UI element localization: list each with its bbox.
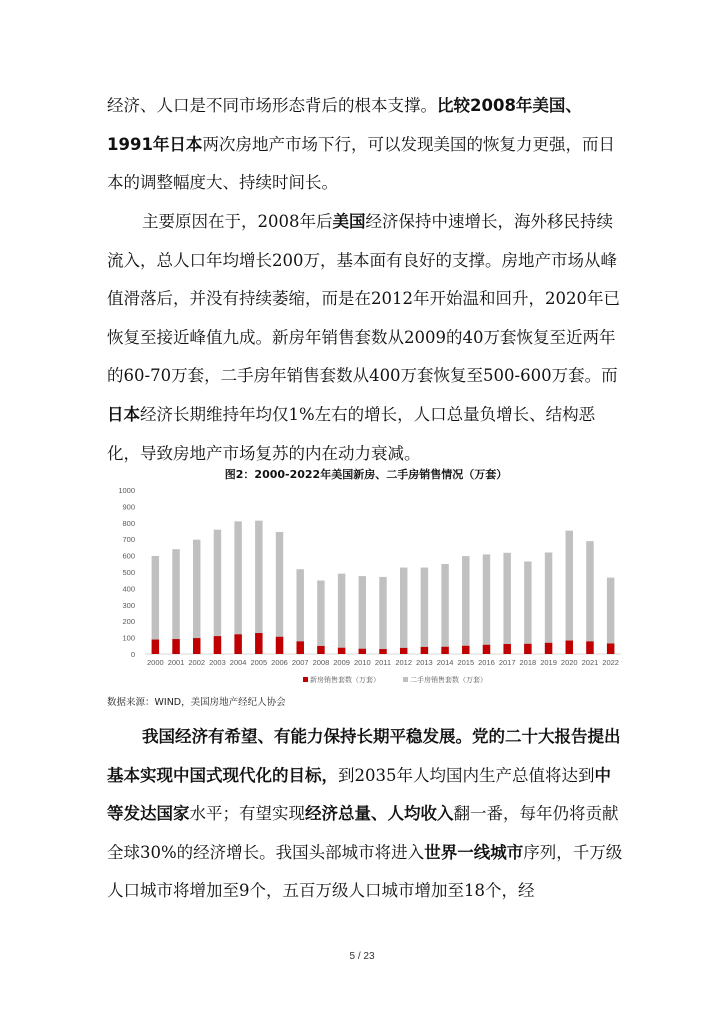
bar-new-home-sales [503,644,510,654]
bar-new-home-sales [214,636,221,654]
x-tick-label: 2009 [333,658,350,667]
bar-existing-home-sales [483,554,490,654]
bold-text-run: 世界一线城市 [424,842,524,862]
bold-text-run: 比较2008年美国、1991年日本 [107,96,582,154]
bar-new-home-sales [462,646,469,654]
text-run: 经济长期维持年均仅1%左右的增长，人口总量负增长、结构恶化，导致房地产市场复苏的内在动力衰减。 [107,404,596,463]
bar-new-home-sales [255,633,262,654]
bar-existing-home-sales [503,553,510,654]
bar-new-home-sales [545,643,552,654]
bar-chart [107,482,627,692]
bar-existing-home-sales [214,530,221,654]
bar-new-home-sales [359,649,366,654]
legend-label: 新房销售套数（万套） [310,677,380,684]
x-tick-label: 2001 [167,658,185,667]
bar-new-home-sales [296,641,303,654]
y-tick-label: 800 [122,518,135,528]
y-tick-label: 600 [122,551,135,561]
bar-existing-home-sales [172,549,179,654]
bold-text-run: 经济总量、人均收入 [305,804,454,824]
x-tick-label: 2013 [416,658,433,667]
paragraph-3 [107,718,625,911]
y-tick-label: 700 [122,535,135,545]
x-tick-label: 2010 [353,658,371,667]
bold-text-run: 我国经济有希望、有能力保持长期平稳发展。党的二十大报告提出基本实现中国式现代化的目标， [107,727,621,785]
bold-text-run: 美国 [332,212,366,231]
x-tick-label: 2019 [540,658,557,667]
text-run: 经济、人口是不同市场形态背后的根本支撑。 [107,96,437,115]
bar-existing-home-sales [586,541,593,654]
x-tick-label: 2000 [147,658,164,667]
bar-existing-home-sales [421,568,428,654]
text-run: 翻一番，每年仍将贡献全球30%的经济增长。我国头部城市将进入 [107,804,619,862]
x-tick-label: 2007 [291,658,309,667]
bar-new-home-sales [193,638,200,654]
x-tick-label: 2020 [560,658,578,667]
bold-text-run: 日本 [107,404,140,424]
bar-existing-home-sales [152,556,159,654]
y-tick-label: 400 [122,584,135,594]
text-run: 经济保持中速增长，海外移民持续流入，总人口年均增长200万，基本面有良好的支撑。房地产市场从峰值滑落后，并没有持续萎缩，而是在2012年开始温和回升，2020年已恢复至接近峰值九成。新房年销售套数从2009的40万套恢复至近两年的60-70万套，二手房年销售套数从400万套恢复至500-600万套。而 [107,212,620,386]
x-tick-label: 2017 [498,658,516,667]
x-tick-label: 2014 [436,658,454,667]
paragraph-1 [107,87,625,203]
bar-existing-home-sales [276,532,283,654]
bar-new-home-sales [586,641,593,654]
bar-existing-home-sales [234,521,241,654]
text-run: 两次房地产市场下行，可以发现美国的恢复力更强，而日本的调整幅度大、持续时间长。 [107,134,615,193]
figure-source: 数据来源：WIND，美国房地产经纪人协会 [107,697,286,708]
bar-existing-home-sales [607,578,614,654]
x-tick-label: 2005 [250,658,268,667]
bar-existing-home-sales [524,562,531,654]
bar-existing-home-sales [400,568,407,654]
text-run: 水平；有望实现 [189,804,305,824]
bar-new-home-sales [379,649,386,654]
paragraph-2 [107,203,625,473]
y-tick-label: 0 [130,650,135,659]
bar-existing-home-sales [359,576,366,654]
text-run: 序列，千万级人口城市将增加至9个，五百万级人口城市增加至18个，经 [107,842,623,901]
bar-new-home-sales [317,646,324,654]
bar-existing-home-sales [193,540,200,654]
y-tick-label: 300 [122,600,135,610]
bar-new-home-sales [524,644,531,654]
x-tick-label: 2012 [395,658,413,667]
x-tick-label: 2021 [581,658,599,667]
y-tick-label: 900 [122,502,135,512]
x-tick-label: 2002 [188,658,206,667]
bar-new-home-sales [566,641,573,654]
text-run: 到2035年人均国内生产总值将达到 [338,765,595,785]
y-tick-label: 1000 [118,486,135,495]
bar-existing-home-sales [566,531,573,654]
bar-existing-home-sales [338,574,345,654]
x-tick-label: 2022 [602,658,619,667]
bold-text-run: 中等发达国家 [107,765,611,824]
x-tick-label: 2003 [209,658,226,667]
bar-new-home-sales [421,647,428,654]
bar-existing-home-sales [462,556,469,654]
y-tick-label: 100 [122,633,135,643]
bar-new-home-sales [441,647,448,654]
bar-new-home-sales [234,634,241,654]
x-tick-label: 2011 [374,658,392,667]
x-tick-label: 2004 [229,658,247,667]
y-tick-label: 500 [122,568,135,577]
bar-existing-home-sales [296,569,303,654]
x-tick-label: 2006 [271,658,288,667]
page-number: 5 / 23 [349,951,375,962]
x-tick-label: 2015 [457,658,475,667]
legend-swatch [403,677,408,682]
bar-new-home-sales [483,645,490,654]
y-tick-label: 200 [122,617,135,627]
bar-existing-home-sales [379,577,386,654]
bar-existing-home-sales [317,581,324,654]
bar-new-home-sales [276,637,283,654]
bar-new-home-sales [607,644,614,654]
x-tick-label: 2018 [519,658,537,667]
bar-existing-home-sales [441,564,448,654]
text-run: 主要原因在于，2008年后 [142,212,333,231]
bar-new-home-sales [338,648,345,654]
legend-label: 二手房销售套数（万套） [410,677,487,684]
bar-existing-home-sales [545,552,552,654]
figure-title: 图2：2000-2022年美国新房、二手房销售情况（万套） [224,468,508,481]
bar-new-home-sales [400,648,407,654]
x-tick-label: 2016 [478,658,495,667]
legend-swatch [303,677,308,682]
bar-new-home-sales [172,639,179,654]
x-tick-label: 2008 [312,658,330,667]
bar-new-home-sales [152,640,159,654]
